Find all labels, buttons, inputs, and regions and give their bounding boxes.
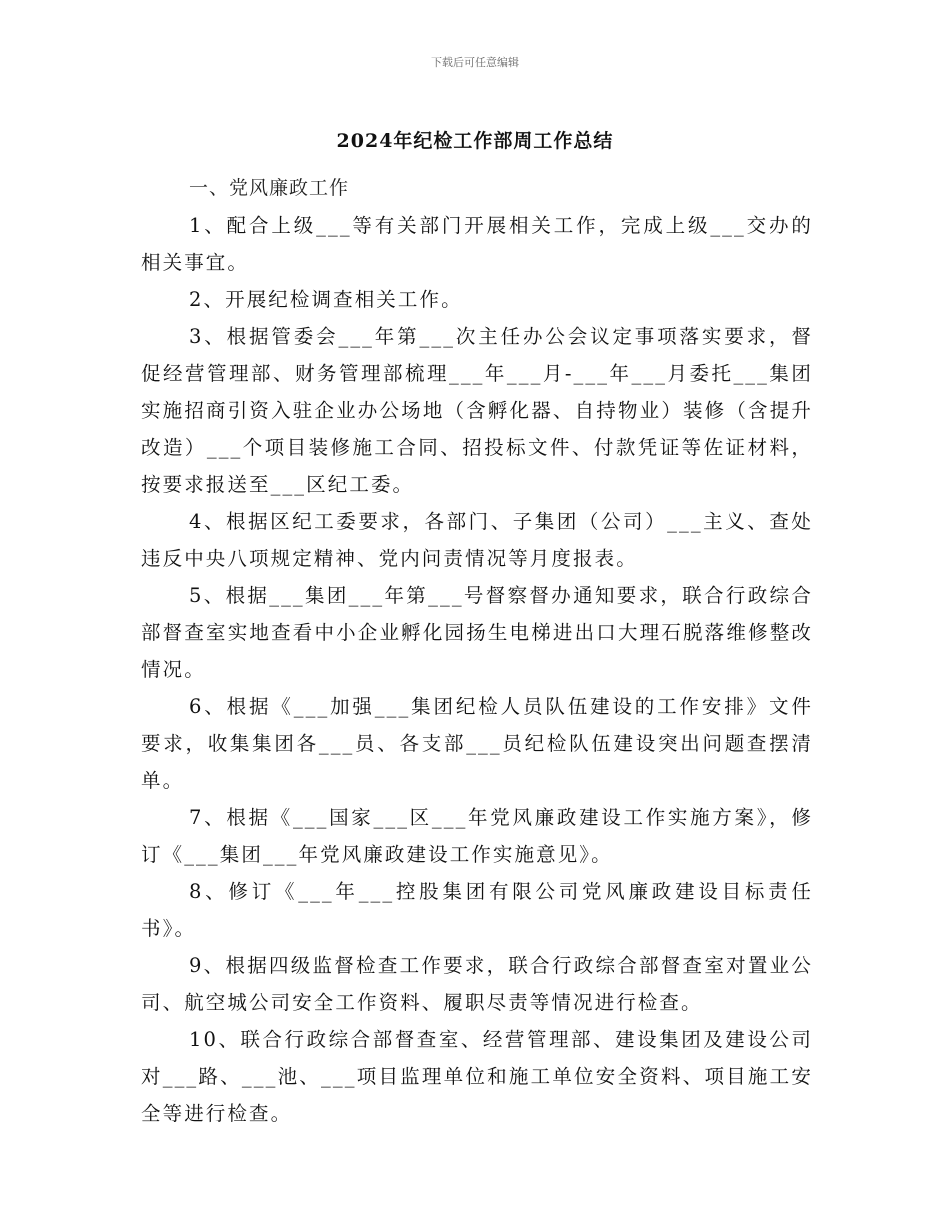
paragraph-4: 4、根据区纪工委要求，各部门、子集团（公司）___主义、查处违反中央八项规定精神、党内问责情况等月度报表。 (141, 510, 813, 570)
paragraph-5: 5、根据___集团___年第___号督察督办通知要求，联合行政综合部督查室实地查看中小企业孵化园扬生电梯进出口大理石脱落维修整改情况。 (141, 584, 813, 681)
section-heading: 一、党风廉政工作 (189, 177, 350, 199)
paragraph-2: 2、开展纪检调查相关工作。 (189, 288, 463, 311)
document-body (141, 170, 813, 1132)
paragraph-8: 8、修订《___年___控股集团有限公司党风廉政建设目标责任书》。 (141, 880, 813, 940)
header-watermark: 下载后可任意编辑 (431, 56, 519, 69)
paragraph-1: 1、配合上级___等有关部门开展相关工作，完成上级___交办的相关事宜。 (141, 214, 813, 274)
document-title: 2024年纪检工作部周工作总结 (336, 130, 614, 152)
paragraph-10: 10、联合行政综合部督查室、经营管理部、建设集团及建设公司对___路、___池、___项目监理单位和施工单位安全资料、项目施工安全等进行检查。 (141, 1028, 813, 1125)
paragraph-6: 6、根据《___加强___集团纪检人员队伍建设的工作安排》文件要求，收集集团各___员、各支部___员纪检队伍建设突出问题查摆清单。 (141, 695, 813, 792)
paragraph-7: 7、根据《___国家___区___年党风廉政建设工作实施方案》，修订《___集团___年党风廉政建设工作实施意见》。 (141, 806, 813, 866)
paragraph-9: 9、根据四级监督检查工作要求，联合行政综合部督查室对置业公司、航空城公司安全工作资料、履职尽责等情况进行检查。 (141, 954, 813, 1014)
paragraph-3: 3、根据管委会___年第___次主任办公会议定事项落实要求，督促经营管理部、财务管理部梳理___年___月-___年___月委托___集团实施招商引资入驻企业办公场地（含孵化器、自持物业）装修（含提升改造）___个项目装修施工合同、招投标文件、付款凭证等佐证材料，按要求报送至___区纪工委。 (141, 325, 813, 496)
